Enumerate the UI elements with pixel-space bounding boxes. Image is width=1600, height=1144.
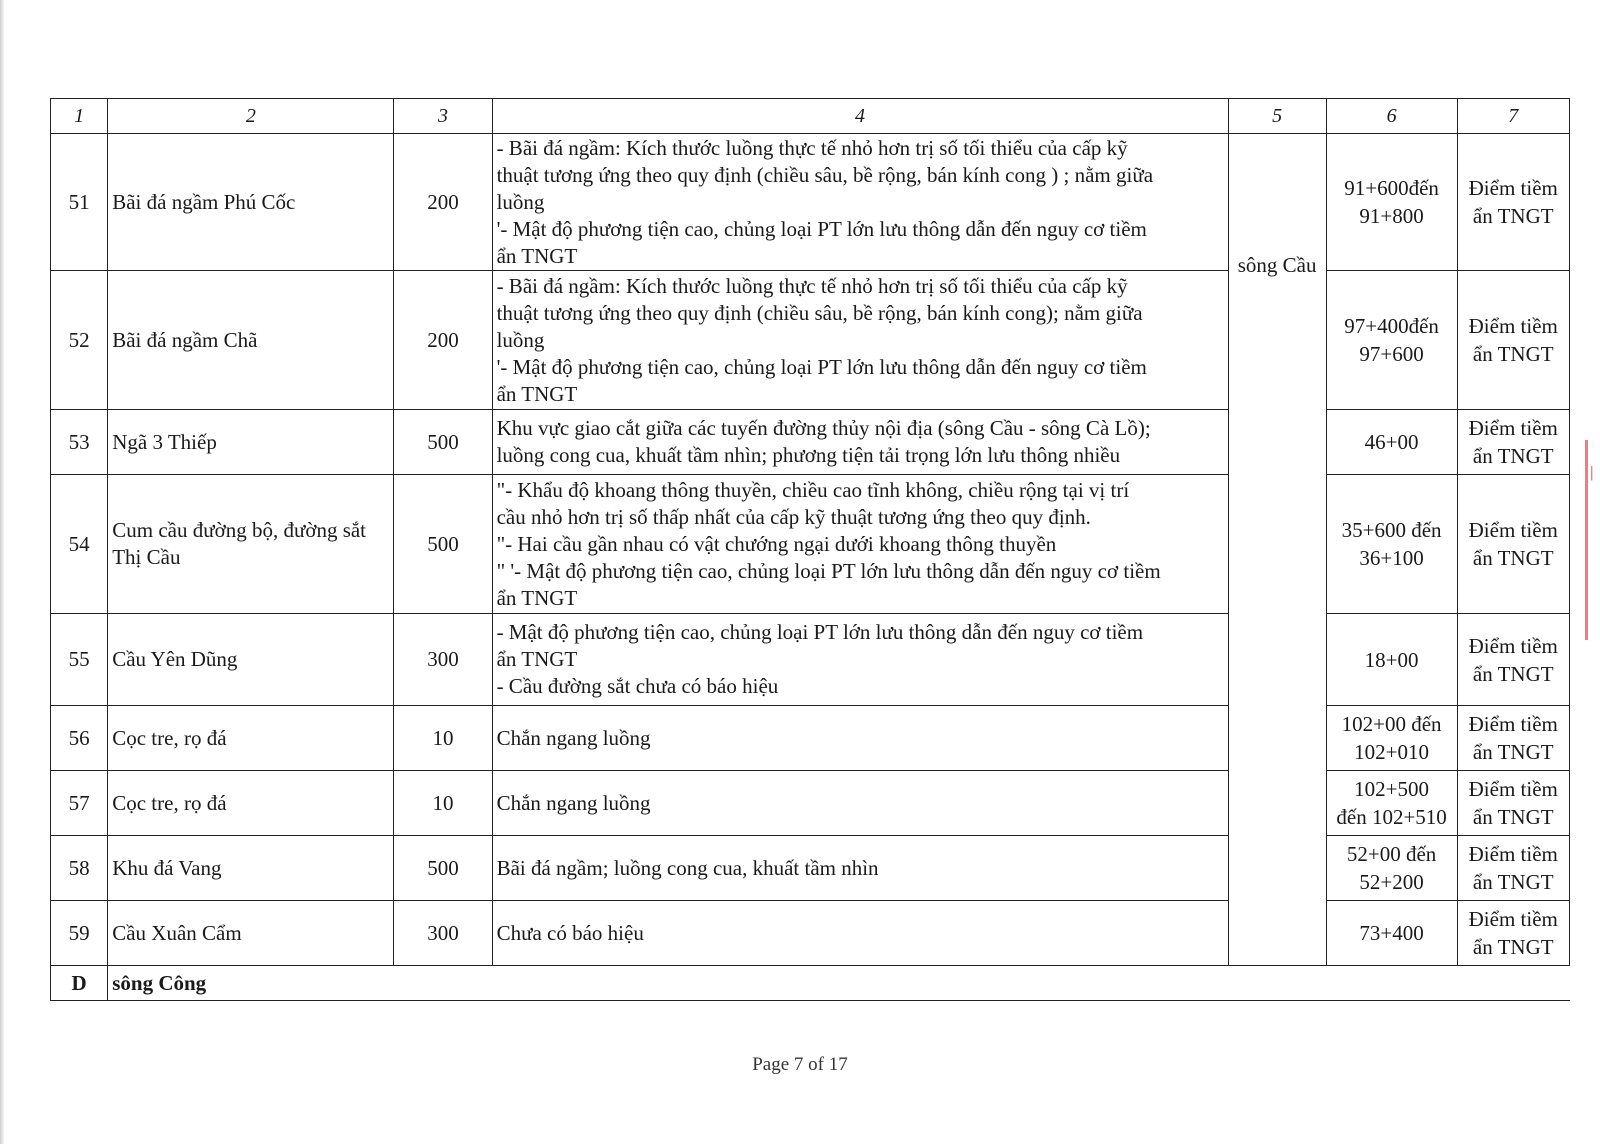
description-line: " '- Mật độ phương tiện cao, chủng loại PT lớn lưu thông dẫn đến nguy cơ tiềm <box>496 558 1161 583</box>
note-line: Điểm tiềm <box>1468 633 1558 658</box>
hazard-description <box>492 410 1228 475</box>
km-line: 97+600 <box>1359 342 1424 366</box>
location-name: Bãi đá ngầm Phú Cốc <box>108 134 394 271</box>
length-value: 500 <box>394 836 492 901</box>
table-row <box>51 706 1570 771</box>
description-line: thuật tương ứng theo quy định (chiều sâu, bề rộng, bán kính cong ) ; nằm giữa <box>496 162 1154 187</box>
col-header-5: 5 <box>1228 99 1326 134</box>
col-header-2: 2 <box>108 99 394 134</box>
note-line: Điểm tiềm <box>1468 314 1558 338</box>
km-line: 18+00 <box>1364 647 1419 672</box>
km-line: 91+600đến <box>1344 176 1439 200</box>
km-line: 102+500 <box>1354 777 1429 801</box>
hazard-description <box>492 475 1228 614</box>
note <box>1457 134 1570 271</box>
location-name: Cầu Xuân Cẩm <box>108 901 394 966</box>
note <box>1457 271 1570 410</box>
row-number: 56 <box>51 706 108 771</box>
length-value: 10 <box>394 706 492 771</box>
note <box>1457 410 1570 475</box>
river-name: sông Cầu <box>1228 134 1326 966</box>
location-name: Bãi đá ngầm Chã <box>108 271 394 410</box>
note-line: ẩn TNGT <box>1472 444 1554 468</box>
row-number: 58 <box>51 836 108 901</box>
note <box>1457 706 1570 771</box>
description-line: "- Hai cầu gần nhau có vật chướng ngại dưới khoang thông thuyền <box>496 531 1057 556</box>
length-value: 200 <box>394 271 492 410</box>
hazard-description <box>492 134 1228 271</box>
km-range <box>1326 706 1457 771</box>
col-header-4: 4 <box>492 99 1228 134</box>
km-line: 102+00 đến <box>1341 712 1442 736</box>
km-range <box>1326 771 1457 836</box>
note-line: Điểm tiềm <box>1468 518 1558 542</box>
table-row <box>51 836 1570 901</box>
row-number: 57 <box>51 771 108 836</box>
red-stamp-edge: | <box>1585 440 1600 640</box>
location-name: Cọc tre, rọ đá <box>108 771 394 836</box>
location-name: Ngã 3 Thiếp <box>108 410 394 475</box>
row-number: 59 <box>51 901 108 966</box>
section-title: sông Công <box>108 966 1570 1001</box>
col-header-7: 7 <box>1457 99 1570 134</box>
length-value: 10 <box>394 771 492 836</box>
note <box>1457 771 1570 836</box>
column-number-row <box>51 99 1570 134</box>
description-line: ẩn TNGT <box>496 381 578 406</box>
length-value: 300 <box>394 614 492 706</box>
km-line: 91+800 <box>1359 204 1424 228</box>
description-line: '- Mật độ phương tiện cao, chủng loại PT lớn lưu thông dẫn đến nguy cơ tiềm <box>496 216 1147 241</box>
hazard-description <box>492 901 1228 966</box>
description-line: luồng cong cua, khuất tầm nhìn; phương tiện tải trọng lớn lưu thông nhiều <box>496 443 1121 467</box>
note-line: Điểm tiềm <box>1468 416 1558 440</box>
location-name: Cọc tre, rọ đá <box>108 706 394 771</box>
description-line: Khu vực giao cắt giữa các tuyến đường thủy nội địa (sông Cầu - sông Cà Lồ); <box>496 416 1151 440</box>
length-value: 500 <box>394 410 492 475</box>
description-line: luồng <box>496 327 545 352</box>
col-header-6: 6 <box>1326 99 1457 134</box>
page-number: Page 7 of 17 <box>752 1054 848 1075</box>
table-row <box>51 614 1570 706</box>
row-number: 51 <box>51 134 108 271</box>
km-line: 52+00 đến <box>1346 842 1437 866</box>
note-line: ẩn TNGT <box>1472 805 1554 829</box>
note <box>1457 836 1570 901</box>
note-line: Điểm tiềm <box>1468 842 1558 866</box>
row-number: 54 <box>51 475 108 614</box>
length-value: 500 <box>394 475 492 614</box>
note-line: ẩn TNGT <box>1472 870 1554 894</box>
description-line: luồng <box>496 189 545 214</box>
description-line: '- Mật độ phương tiện cao, chủng loại PT lớn lưu thông dẫn đến nguy cơ tiềm <box>496 354 1147 379</box>
description-line: ẩn TNGT <box>496 585 578 610</box>
note-line: ẩn TNGT <box>1472 661 1554 686</box>
km-line: 46+00 <box>1364 430 1419 454</box>
km-range <box>1326 475 1457 614</box>
note-line: Điểm tiềm <box>1468 176 1558 200</box>
km-line: 97+400đến <box>1344 314 1439 338</box>
table-row <box>51 771 1570 836</box>
table-row <box>51 475 1570 614</box>
km-range <box>1326 271 1457 410</box>
hazard-description <box>492 271 1228 410</box>
description-line: Chắn ngang luồng <box>496 725 651 750</box>
description-line: cầu nhỏ hơn trị số thấp nhất của cấp kỹ thuật tương ứng theo quy định. <box>496 504 1091 529</box>
note-line: ẩn TNGT <box>1472 342 1554 366</box>
km-range <box>1326 134 1457 271</box>
note <box>1457 614 1570 706</box>
km-line: 52+200 <box>1359 870 1424 894</box>
hazard-description <box>492 706 1228 771</box>
section-code: D <box>51 966 108 1001</box>
hazard-description <box>492 836 1228 901</box>
note-line: ẩn TNGT <box>1472 546 1554 570</box>
table-row <box>51 410 1570 475</box>
col-header-3: 3 <box>394 99 492 134</box>
km-range <box>1326 614 1457 706</box>
row-number: 55 <box>51 614 108 706</box>
km-range <box>1326 901 1457 966</box>
table-row <box>51 271 1570 410</box>
length-value: 200 <box>394 134 492 271</box>
description-line: - Bãi đá ngầm: Kích thước luồng thực tế nhỏ hơn trị số tối thiểu của cấp kỹ <box>496 273 1128 298</box>
km-range <box>1326 410 1457 475</box>
note-line: ẩn TNGT <box>1472 204 1554 228</box>
location-name: Cầu Yên Dũng <box>108 614 394 706</box>
hazard-table <box>50 98 1570 1001</box>
note-line: Điểm tiềm <box>1468 907 1558 931</box>
description-line: Bãi đá ngầm; luồng cong cua, khuất tầm nhìn <box>496 855 879 880</box>
description-line: - Mật độ phương tiện cao, chủng loại PT lớn lưu thông dẫn đến nguy cơ tiềm <box>496 620 1144 644</box>
km-line: 36+100 <box>1359 546 1424 570</box>
note-line: Điểm tiềm <box>1468 712 1558 736</box>
description-line: ẩn TNGT <box>496 243 578 268</box>
page-edge <box>0 0 4 1144</box>
length-value: 300 <box>394 901 492 966</box>
km-line: 102+010 <box>1354 740 1429 764</box>
hazard-description <box>492 614 1228 706</box>
location-name: Cum cầu đường bộ, đường sắt Thị Cầu <box>108 475 394 614</box>
description-line: - Bãi đá ngầm: Kích thước luồng thực tế nhỏ hơn trị số tối thiểu của cấp kỹ <box>496 135 1128 160</box>
description-line: ẩn TNGT <box>496 647 578 671</box>
description-line: Chưa có báo hiệu <box>496 920 644 945</box>
hazard-description <box>492 771 1228 836</box>
note <box>1457 901 1570 966</box>
description-line: thuật tương ứng theo quy định (chiều sâu, bề rộng, bán kính cong); nằm giữa <box>496 300 1143 325</box>
km-line: đến 102+510 <box>1336 805 1447 829</box>
note <box>1457 475 1570 614</box>
km-line: 73+400 <box>1359 921 1424 945</box>
table-row <box>51 134 1570 271</box>
note-line: ẩn TNGT <box>1472 935 1554 959</box>
row-number: 53 <box>51 410 108 475</box>
description-line: Chắn ngang luồng <box>496 790 651 815</box>
row-number: 52 <box>51 271 108 410</box>
km-range <box>1326 836 1457 901</box>
km-line: 35+600 đến <box>1341 518 1442 542</box>
note-line: ẩn TNGT <box>1472 740 1554 764</box>
col-header-1: 1 <box>51 99 108 134</box>
location-name: Khu đá Vang <box>108 836 394 901</box>
table-row <box>51 901 1570 966</box>
description-line: "- Khẩu độ khoang thông thuyền, chiều cao tĩnh không, chiều rộng tại vị trí <box>496 477 1130 502</box>
section-row <box>51 966 1570 1001</box>
note-line: Điểm tiềm <box>1468 777 1558 801</box>
description-line: - Cầu đường sắt chưa có báo hiệu <box>496 674 779 698</box>
